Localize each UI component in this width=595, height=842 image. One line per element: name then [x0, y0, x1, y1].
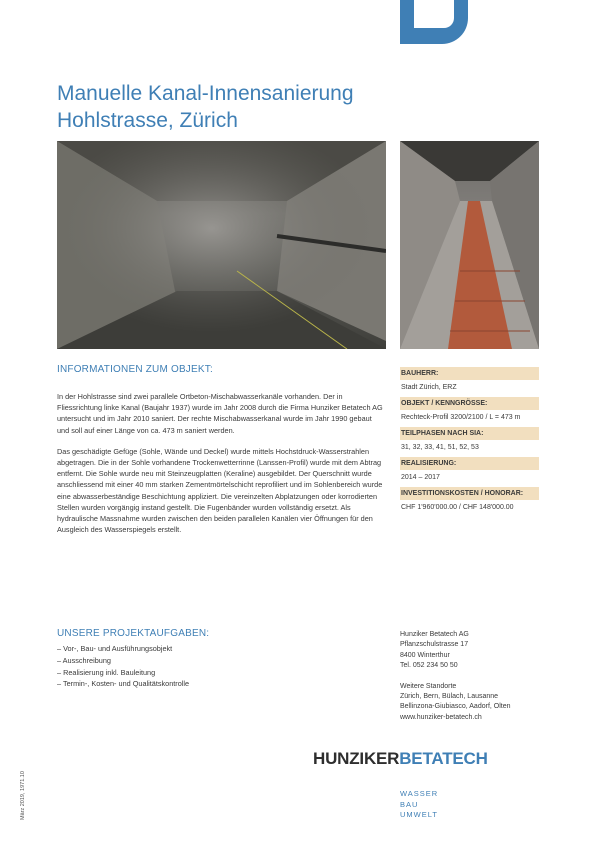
task-item: – Ausschreibung [57, 655, 111, 665]
info-text [57, 391, 385, 535]
info-value-costs: CHF 1'960'000.00 / CHF 148'000.00 [401, 504, 514, 511]
info-value-client: Stadt Zürich, ERZ [401, 384, 457, 391]
logo-part-2: BETATECH [399, 749, 488, 768]
contact-street: Pflanzschulstrasse 17 [400, 641, 469, 649]
task-item: – Termin-, Kosten- und Qualitätskontrolle [57, 679, 190, 689]
info-label-object: OBJEKT / KENNGRÖSSE: [400, 397, 539, 410]
task-item: – Realisierung inkl. Bauleitung [57, 667, 156, 677]
title-line-2: Hohlstrasse, Zürich [57, 109, 238, 132]
contact-phone: Tel. 052 234 50 50 [400, 662, 458, 670]
project-tasks [57, 628, 377, 690]
info-heading: INFORMATIONEN ZUM OBJEKT: [57, 364, 213, 375]
logo-part-1: HUNZIKER [313, 749, 400, 768]
info-label-client: BAUHERR: [400, 367, 539, 380]
tagline-line: BAU [400, 799, 419, 809]
brand-mark-icon [400, 0, 468, 44]
canal-photo-side [400, 141, 539, 349]
tasks-heading: UNSERE PROJEKTAUFGABEN: [57, 628, 210, 639]
tagline [400, 789, 438, 821]
contact-locations-heading: Weitere Standorte [400, 682, 457, 690]
info-label-costs: INVESTITIONSKOSTEN / HONORAR: [400, 487, 539, 500]
info-label-phases: TEILPHASEN NACH SIA: [400, 427, 539, 440]
company-logo [313, 749, 543, 771]
tagline-line: UMWELT [400, 810, 438, 819]
project-info-table [400, 366, 539, 516]
contact-company: Hunziker Betatech AG [400, 631, 469, 638]
contact-locations-2: Bellinzona-Giubiasco, Aadorf, Olten [400, 703, 511, 711]
info-value-realization: 2014 – 2017 [401, 474, 440, 481]
tasks-list [57, 643, 377, 690]
title-line-1: Manuelle Kanal-Innensanierung [57, 82, 354, 105]
page-title [57, 80, 397, 134]
contact-locations-1: Zürich, Bern, Bülach, Lausanne [400, 693, 499, 701]
info-label-realization: REALISIERUNG: [400, 457, 539, 470]
contact-block [400, 630, 550, 723]
contact-web-link[interactable]: www.hunziker-betatech.ch [400, 713, 482, 721]
contact-city: 8400 Winterthur [400, 651, 450, 659]
task-item: – Vor-, Bau- und Ausführungsobjekt [57, 644, 173, 653]
info-value-object: Rechteck-Profil 3200/2100 / L = 473 m [401, 414, 521, 421]
document-date-note: März 2019, 1971.10 [20, 771, 26, 820]
canal-photo-side-illustration [400, 141, 539, 349]
canal-photo-main [57, 141, 386, 349]
info-paragraph-1: In der Hohlstrasse sind zwei parallele Ortbeton-Mischabwasserkanäle vorhanden. Der in Fliessrichtung linke Kanal (Baujahr 1937) wurde im Jahr 2008 durch die Firma Hunziker Betatech AG untersucht und im Jahr 2010 saniert. Der rechte Mischabwasserkanal wurde im Jahr 1990 gebaut und soll auf einer Länge von ca. 473 m saniert werden. [57, 392, 383, 435]
tagline-line: WASSER [400, 789, 439, 798]
canal-photo-main-illustration [57, 141, 386, 349]
info-value-phases: 31, 32, 33, 41, 51, 52, 53 [401, 444, 479, 451]
info-paragraph-2: Das geschädigte Gefüge (Sohle, Wände und Deckel) wurde mittels Hochstdruck-Wasserstrahlen abgetragen. Die in der Sohle vorhandene Trockenwetterrinne (Lanssen-Profil) wurde mit dem Abtrag entfernt. Die Sohle wurde neu mit Steinzeugplatten (Keraline) ausgebildet. Der Querschnitt wurde anschliessend mit einer 40 mm starken Zementmörtelschicht reprofiliert und im Sohlenbereich wurde eine abwasserbeständige Beschichtung appliziert. Die vereinzelten Abplatzungen oder korrodierten Stellen wurden vorgängig instand gestellt. Die Fugenbänder wurden vollständig ersetzt. Als hydraulische Massnahme wurden zwischen den beiden parallelen Kanälen vier Öffnungen für den Ausgleich des Wasserspiegels erstellt. [57, 446, 383, 535]
